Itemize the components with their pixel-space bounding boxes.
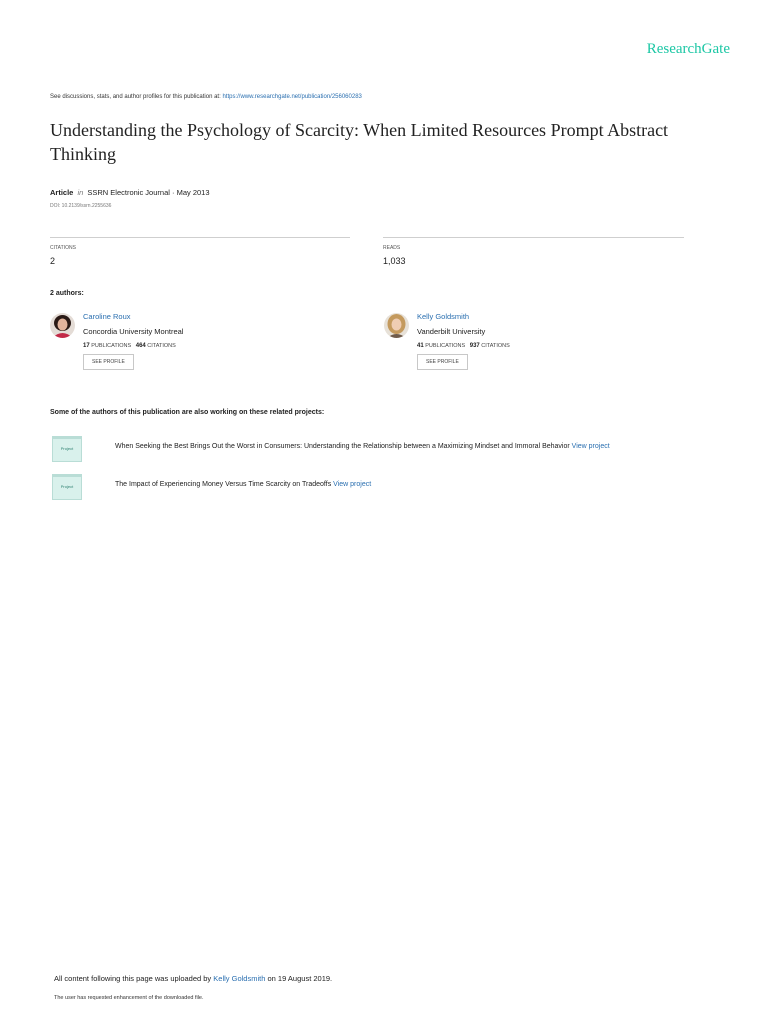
project-title: The Impact of Experiencing Money Versus Time Scarcity on Tradeoffs (115, 481, 332, 488)
see-profile-button[interactable]: SEE PROFILE (417, 354, 468, 370)
upload-info (54, 974, 332, 983)
avatar[interactable] (50, 313, 75, 338)
authors-heading: 2 authors: (50, 290, 84, 297)
citations-stat (50, 237, 350, 266)
author-publications-count: 17 (83, 343, 90, 349)
project-description (115, 443, 610, 450)
upload-date: on 19 August 2019. (267, 974, 333, 983)
project-description (115, 481, 371, 488)
author-citations-label: CITATIONS (481, 343, 510, 349)
project-title: When Seeking the Best Brings Out the Worst in Consumers: Understanding the Relationship between a Maximizing Mindset and Immoral Behavior (115, 443, 570, 450)
discussion-prefix: See discussions, stats, and author profiles for this publication at: (50, 94, 221, 100)
citations-label: CITATIONS (50, 245, 76, 251)
reads-label: READS (383, 245, 401, 251)
author-name-link[interactable]: Kelly Goldsmith (417, 312, 470, 321)
author-citations-label: CITATIONS (147, 343, 176, 349)
upload-prefix: All content following this page was uploaded by (54, 974, 212, 983)
publication-venue-date: SSRN Electronic Journal · May 2013 (87, 188, 210, 197)
author-institution: Concordia University Montreal (83, 327, 184, 336)
publication-meta (50, 188, 210, 197)
author-publications-count: 41 (417, 343, 424, 349)
project-item (52, 474, 732, 500)
author-counts (417, 343, 677, 349)
publication-title: Understanding the Psychology of Scarcity: When Limited Resources Prompt Abstract Thinking (50, 120, 669, 164)
author-citations-count: 464 (135, 343, 146, 349)
uploader-link[interactable]: Kelly Goldsmith (213, 974, 266, 983)
author-counts (83, 343, 343, 349)
author-publications-label: PUBLICATIONS (91, 343, 132, 349)
author-institution: Vanderbilt University (417, 327, 486, 336)
researchgate-logo[interactable]: ResearchGate (646, 41, 730, 57)
citations-value: 2 (50, 256, 56, 266)
publication-url-link[interactable]: https://www.researchgate.net/publication/256060283 (222, 94, 362, 100)
author-name-link[interactable]: Caroline Roux (83, 312, 131, 321)
reads-value: 1,033 (383, 256, 406, 266)
project-item (52, 436, 732, 462)
enhancement-note: The user has requested enhancement of the downloaded file. (54, 995, 204, 1001)
view-project-link[interactable]: View project (571, 443, 610, 450)
publication-type: Article (50, 188, 74, 197)
see-profile-button[interactable]: SEE PROFILE (83, 354, 134, 370)
in-word: in (77, 188, 84, 197)
discussion-line (50, 94, 362, 100)
view-project-link[interactable]: View project (333, 481, 372, 488)
project-icon: Project (52, 474, 82, 500)
reads-stat (383, 237, 684, 266)
avatar[interactable] (384, 313, 409, 338)
publication-doi: DOI: 10.2139/ssrn.2255636 (50, 203, 112, 209)
author-publications-label: PUBLICATIONS (425, 343, 466, 349)
project-icon: Project (52, 436, 82, 462)
author-citations-count: 937 (469, 343, 480, 349)
related-projects-heading: Some of the authors of this publication are also working on these related projects: (50, 409, 325, 416)
